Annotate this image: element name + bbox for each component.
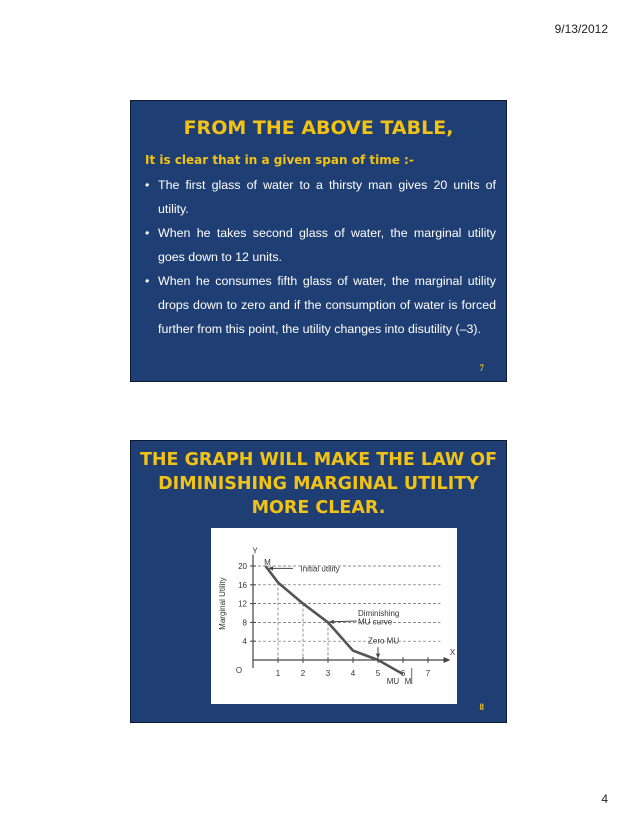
x-tick-label: 4 bbox=[350, 669, 356, 678]
slide-7-intro: It is clear that in a given span of time :- bbox=[145, 153, 414, 167]
y-tick-label: 8 bbox=[242, 618, 247, 628]
x-tick-label: 7 bbox=[425, 669, 431, 678]
slide-8-title: THE GRAPH WILL MAKE THE LAW OF DIMINISHING MARGINAL UTILITY MORE CLEAR. bbox=[139, 450, 498, 518]
x-axis-arrow bbox=[444, 657, 451, 663]
bullet-text: When he takes second glass of water, the marginal utility goes down to 12 units. bbox=[158, 226, 496, 264]
slide-7 bbox=[130, 100, 507, 382]
annotation-diminishing: Diminishing bbox=[358, 608, 400, 618]
x-tick-label: 2 bbox=[300, 669, 306, 678]
bullet-icon: • bbox=[145, 274, 150, 288]
x-tick-label: 3 bbox=[325, 669, 331, 678]
slide-7-bullet-list bbox=[145, 173, 496, 341]
x-tick-label: 5 bbox=[375, 669, 381, 678]
origin-label: O bbox=[235, 666, 243, 675]
y-axis-letter: Y bbox=[252, 546, 258, 556]
y-tick-label: 16 bbox=[238, 580, 247, 590]
mu-chart-svg bbox=[211, 528, 457, 704]
slide-7-title: FROM THE ABOVE TABLE, bbox=[183, 117, 454, 139]
bullet-icon: • bbox=[145, 178, 150, 192]
slide-8 bbox=[130, 440, 507, 723]
y-tick-label: 20 bbox=[238, 562, 247, 571]
point-label-start: M bbox=[264, 558, 271, 567]
bullet-text: The first glass of water to a thirsty man gives 20 units of utility. bbox=[158, 178, 496, 216]
slide-8-number: 8 bbox=[479, 702, 484, 712]
point-label-mu: MU bbox=[386, 677, 400, 686]
annotation-zero-mu: Zero MU bbox=[368, 636, 400, 646]
bullet-text: When he consumes fifth glass of water, the marginal utility drops down to zero and if the consumption of water is forced further from this point, the utility changes into disutility (–3). bbox=[158, 274, 496, 336]
mu-graph bbox=[211, 528, 457, 704]
point-label-end: M bbox=[404, 677, 412, 686]
bullet-icon: • bbox=[145, 226, 150, 240]
date-stamp: 9/13/2012 bbox=[554, 22, 608, 36]
x-tick-label: 6 bbox=[400, 669, 406, 678]
y-tick-label: 4 bbox=[242, 637, 247, 647]
slide-7-number: 7 bbox=[479, 363, 484, 373]
y-tick-label: 12 bbox=[238, 599, 247, 609]
page-number: 4 bbox=[601, 792, 608, 806]
zero-mu-arrow-head bbox=[376, 654, 380, 659]
annotation-mu-curve: MU curve bbox=[358, 617, 393, 627]
x-axis-letter: X bbox=[449, 648, 456, 657]
bullet-item bbox=[145, 173, 496, 221]
x-tick-label: 1 bbox=[275, 669, 281, 678]
bullet-item bbox=[145, 221, 496, 269]
y-axis-label: Marginal Utility bbox=[218, 577, 227, 630]
annotation-initial-utility: Initial utility bbox=[300, 564, 340, 574]
bullet-item bbox=[145, 269, 496, 341]
